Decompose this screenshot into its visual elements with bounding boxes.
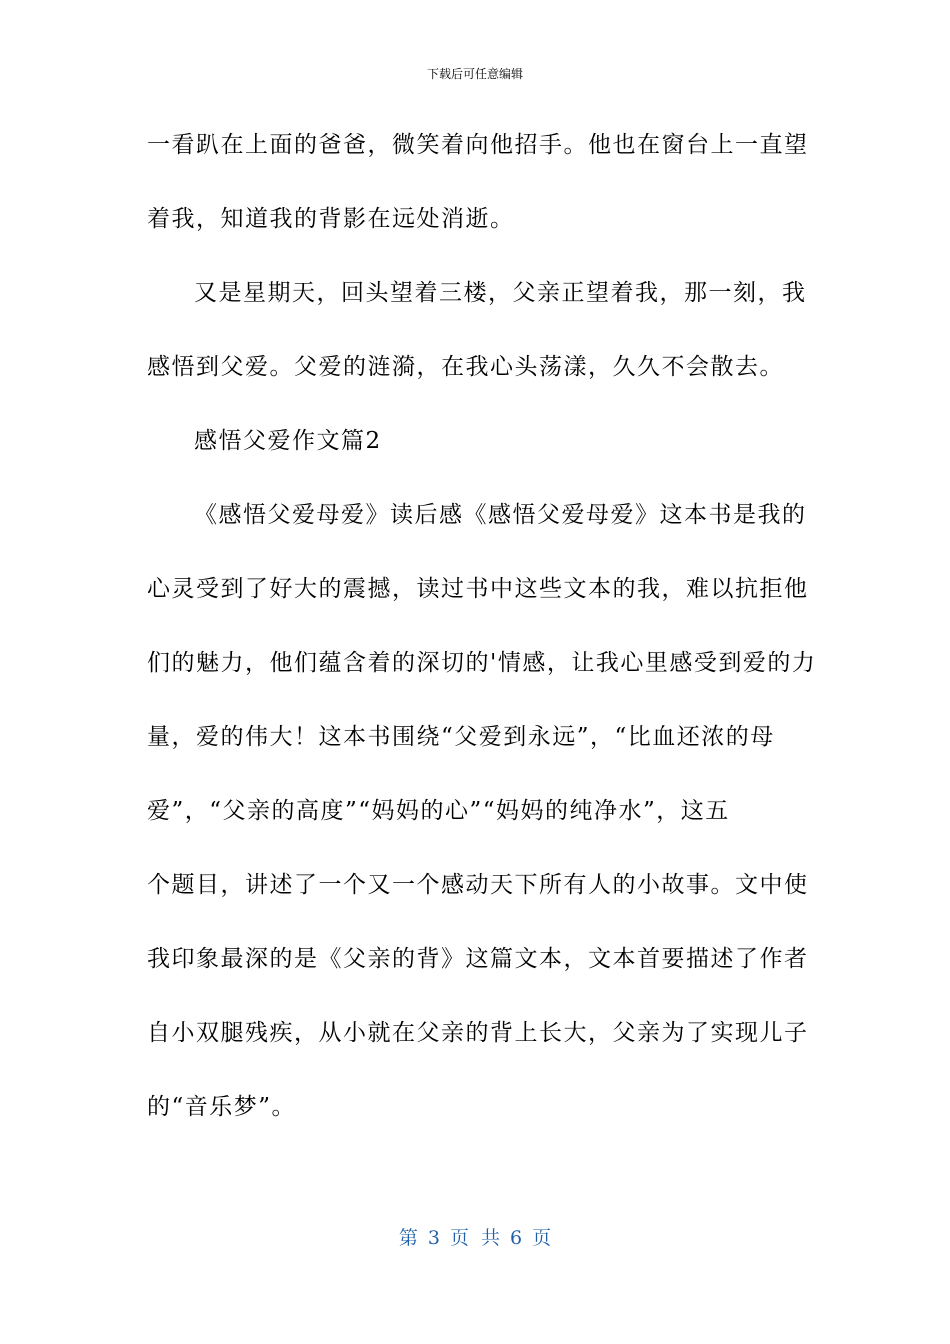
text-line-14: 的“音乐梦”。 — [147, 1094, 297, 1120]
document-body — [147, 125, 817, 1161]
text-line-3: 又是星期天，回头望着三楼，父亲正望着我，那一刻，我 — [194, 280, 807, 306]
text-line-1: 一看趴在上面的爸爸，微笑着向他招手。他也在窗台上一直望 — [147, 132, 809, 158]
page-header: 下载后可任意编辑 — [426, 67, 523, 81]
text-line-6: 《感悟父爱母爱》读后感《感悟父爱母爱》这本书是我的 — [194, 502, 807, 528]
text-line-9: 量，爱的伟大！这本书围绕“父爱到永远”，“比血还浓的母 — [147, 724, 775, 750]
section-heading: 感悟父爱作文篇2 — [194, 428, 382, 454]
text-line-10: 爱”，“父亲的高度”“妈妈的心”“妈妈的纯净水”，这五 — [147, 798, 730, 824]
footer-middle: 页 共 — [449, 1227, 501, 1249]
text-line-8: 们的魅力，他们蕴含着的深切的'情感，让我心里感受到爱的力 — [147, 650, 817, 676]
text-line-2: 着我，知道我的背影在远处消逝。 — [147, 206, 515, 232]
footer-total-pages: 6 — [510, 1227, 523, 1249]
text-line-13: 自小双腿残疾，从小就在父亲的背上长大，父亲为了实现儿子 — [147, 1020, 809, 1046]
footer-suffix: 页 — [532, 1227, 552, 1249]
text-line-12: 我印象最深的是《父亲的背》这篇文本，文本首要描述了作者 — [147, 946, 809, 972]
text-line-7: 心灵受到了好大的震撼，读过书中这些文本的我，难以抗拒他 — [147, 576, 809, 602]
footer-prefix: 第 — [398, 1227, 418, 1249]
text-line-11: 个题目，讲述了一个又一个感动天下所有人的小故事。文中使 — [147, 872, 809, 898]
text-line-4: 感悟到父爱。父爱的涟漪，在我心头荡漾，久久不会散去。 — [147, 354, 784, 380]
footer-page-number: 3 — [427, 1227, 440, 1249]
page-footer — [0, 1226, 950, 1250]
